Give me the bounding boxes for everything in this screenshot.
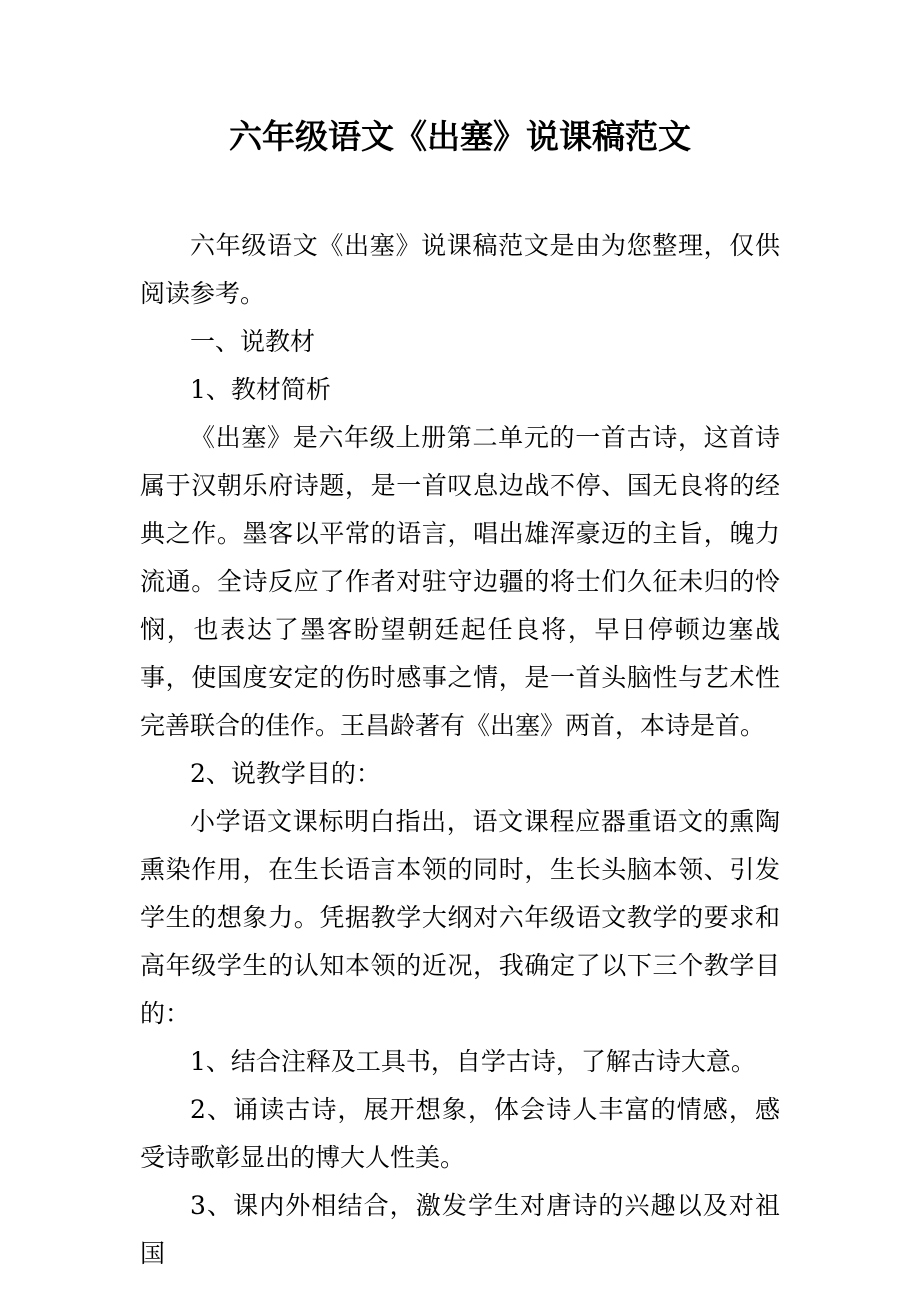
- list-item-goal-2: 2、诵读古诗，展开想象，体会诗人丰富的情感，感受诗歌彰显出的博大人性美。: [140, 1095, 780, 1172]
- heading-section-1: 一、说教材: [190, 327, 316, 356]
- paragraph-teaching-goals: 小学语文课标明白指出，语文课程应器重语文的熏陶熏染作用，在生长语言本领的同时，生长头脑本领、引发学生的想象力。凭据教学大纲对六年级语文教学的要求和高年级学生的认知本领的近况，我确定了以下三个教学目的：: [140, 807, 780, 1028]
- heading-textbook-analysis: 1、教材简析: [190, 375, 331, 404]
- document-title: 六年级语文《出塞》说课稿范文: [229, 117, 691, 156]
- document-body: [140, 222, 780, 1278]
- paragraph-textbook-analysis: 《出塞》是六年级上册第二单元的一首古诗，这首诗属于汉朝乐府诗题，是一首叹息边战不停、国无良将的经典之作。墨客以平常的语言，唱出雄浑豪迈的主旨，魄力流通。全诗反应了作者对驻守边疆的将士们久征未归的怜悯，也表达了墨客盼望朝廷起任良将，早日停顿边塞战事，使国度安定的伤时感事之情，是一首头脑性与艺术性完善联合的佳作。王昌龄著有《出塞》两首，本诗是首。: [140, 423, 780, 740]
- list-item-goal-1: 1、结合注释及工具书，自学古诗，了解古诗大意。: [190, 1047, 756, 1076]
- heading-teaching-goals: 2、说教学目的：: [190, 759, 381, 788]
- list-item-goal-3: 3、课内外相结合，激发学生对唐诗的兴趣以及对祖国: [140, 1191, 780, 1268]
- paragraph-intro: 六年级语文《出塞》说课稿范文是由为您整理，仅供阅读参考。: [140, 231, 780, 308]
